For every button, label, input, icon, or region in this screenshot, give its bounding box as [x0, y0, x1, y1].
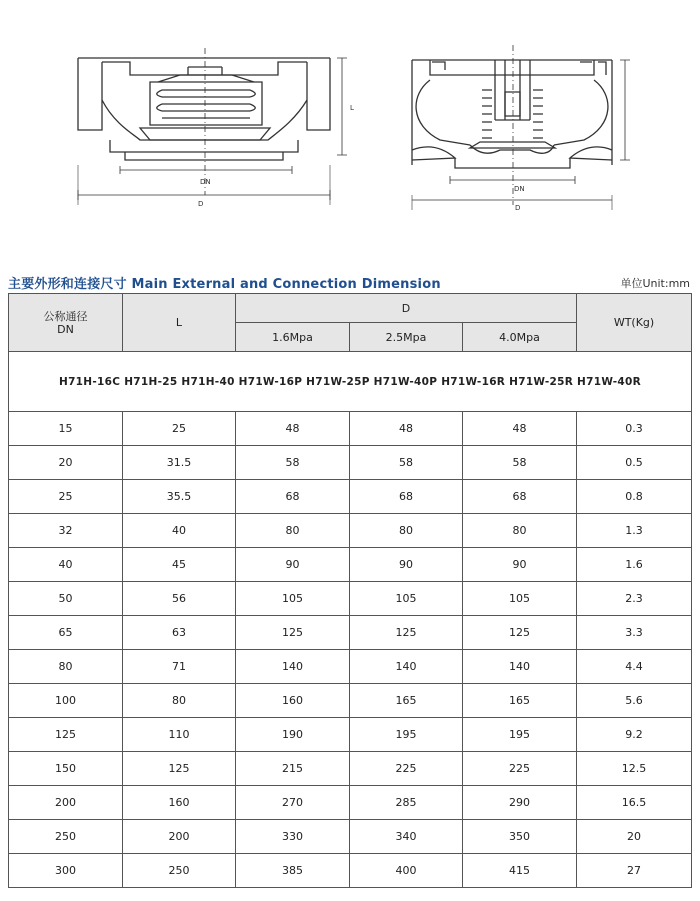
table-cell: 48: [463, 412, 577, 446]
table-cell: 125: [463, 616, 577, 650]
table-cell: 125: [236, 616, 350, 650]
table-row: [9, 480, 692, 514]
table-cell: 165: [463, 684, 577, 718]
table-cell: 195: [350, 718, 463, 752]
table-cell: 90: [350, 548, 463, 582]
table-cell: 80: [9, 650, 123, 684]
table-cell: 68: [350, 480, 463, 514]
table-cell: 20: [577, 820, 692, 854]
table-cell: 80: [463, 514, 577, 548]
table-cell: 0.3: [577, 412, 692, 446]
table-cell: 160: [123, 786, 236, 820]
header-dn-en: DN: [57, 322, 74, 336]
table-row: [9, 684, 692, 718]
table-cell: 300: [9, 854, 123, 888]
table-row: [9, 854, 692, 888]
table-cell: 105: [463, 582, 577, 616]
table-cell: 40: [123, 514, 236, 548]
table-cell: 48: [236, 412, 350, 446]
left-valve-section-drawing: [78, 48, 347, 205]
table-cell: 160: [236, 684, 350, 718]
table-cell: 125: [9, 718, 123, 752]
table-row: [9, 582, 692, 616]
table-row: [9, 616, 692, 650]
right-d-dimension-label: D: [515, 204, 521, 212]
table-cell: 90: [463, 548, 577, 582]
table-cell: 20: [9, 446, 123, 480]
header-d-4-0mpa: 4.0Mpa: [463, 323, 577, 352]
dimension-table: [8, 293, 692, 888]
table-cell: 1.6: [577, 548, 692, 582]
table-cell: 58: [236, 446, 350, 480]
header-d: D: [236, 294, 577, 323]
table-cell: 31.5: [123, 446, 236, 480]
header-dn-cn: 公称通径: [43, 309, 88, 323]
table-cell: 340: [350, 820, 463, 854]
table-cell: 45: [123, 548, 236, 582]
table-cell: 58: [463, 446, 577, 480]
table-cell: 105: [236, 582, 350, 616]
table-cell: 4.4: [577, 650, 692, 684]
table-cell: 140: [236, 650, 350, 684]
table-cell: 140: [463, 650, 577, 684]
table-cell: 285: [350, 786, 463, 820]
table-cell: 50: [9, 582, 123, 616]
table-cell: 56: [123, 582, 236, 616]
table-cell: 9.2: [577, 718, 692, 752]
table-cell: 290: [463, 786, 577, 820]
table-cell: 2.3: [577, 582, 692, 616]
table-cell: 12.5: [577, 752, 692, 786]
header-l: L: [123, 294, 236, 352]
unit-label: 单位Unit:mm: [620, 277, 690, 290]
table-cell: 68: [463, 480, 577, 514]
table-cell: 80: [123, 684, 236, 718]
table-cell: 58: [350, 446, 463, 480]
table-cell: 5.6: [577, 684, 692, 718]
table-row: [9, 548, 692, 582]
table-cell: 68: [236, 480, 350, 514]
table-cell: 63: [123, 616, 236, 650]
left-l-dimension-label: L: [350, 104, 354, 112]
table-row: [9, 820, 692, 854]
table-cell: 415: [463, 854, 577, 888]
table-cell: 195: [463, 718, 577, 752]
model-list: H71H-16C H71H-25 H71H-40 H71W-16P H71W-25P H71W-40P H71W-16R H71W-25R H71W-40R: [9, 352, 692, 412]
valve-drawings: [0, 0, 700, 240]
header-d-2-5mpa: 2.5Mpa: [350, 323, 463, 352]
table-cell: 0.5: [577, 446, 692, 480]
table-row: [9, 412, 692, 446]
table-cell: 165: [350, 684, 463, 718]
table-cell: 48: [350, 412, 463, 446]
table-row: [9, 514, 692, 548]
table-cell: 330: [236, 820, 350, 854]
table-cell: 225: [463, 752, 577, 786]
table-cell: 65: [9, 616, 123, 650]
table-row: [9, 786, 692, 820]
header-wt: WT(Kg): [577, 294, 692, 352]
table-row: [9, 650, 692, 684]
left-d-dimension-label: D: [198, 200, 204, 208]
left-dn-dimension-label: DN: [200, 178, 211, 186]
table-row: [9, 752, 692, 786]
table-cell: 385: [236, 854, 350, 888]
table-cell: 90: [236, 548, 350, 582]
table-cell: 200: [123, 820, 236, 854]
table-cell: 190: [236, 718, 350, 752]
table-cell: 3.3: [577, 616, 692, 650]
table-cell: 35.5: [123, 480, 236, 514]
table-cell: 1.3: [577, 514, 692, 548]
table-cell: 15: [9, 412, 123, 446]
right-dn-dimension-label: DN: [514, 185, 525, 193]
table-cell: 40: [9, 548, 123, 582]
header-d-1-6mpa: 1.6Mpa: [236, 323, 350, 352]
table-cell: 80: [236, 514, 350, 548]
table-cell: 125: [123, 752, 236, 786]
table-cell: 27: [577, 854, 692, 888]
table-cell: 140: [350, 650, 463, 684]
table-cell: 150: [9, 752, 123, 786]
table-cell: 71: [123, 650, 236, 684]
table-cell: 270: [236, 786, 350, 820]
header-dn: [9, 294, 123, 352]
section-title: 主要外形和连接尺寸 Main External and Connection Dimension: [8, 277, 441, 292]
table-cell: 0.8: [577, 480, 692, 514]
table-cell: 100: [9, 684, 123, 718]
table-cell: 225: [350, 752, 463, 786]
table-cell: 250: [123, 854, 236, 888]
table-cell: 110: [123, 718, 236, 752]
table-cell: 400: [350, 854, 463, 888]
table-cell: 215: [236, 752, 350, 786]
table-cell: 16.5: [577, 786, 692, 820]
table-cell: 80: [350, 514, 463, 548]
table-cell: 25: [123, 412, 236, 446]
table-row: [9, 718, 692, 752]
table-cell: 25: [9, 480, 123, 514]
table-cell: 32: [9, 514, 123, 548]
table-row: [9, 446, 692, 480]
table-cell: 125: [350, 616, 463, 650]
table-cell: 350: [463, 820, 577, 854]
table-cell: 105: [350, 582, 463, 616]
table-cell: 200: [9, 786, 123, 820]
table-cell: 250: [9, 820, 123, 854]
